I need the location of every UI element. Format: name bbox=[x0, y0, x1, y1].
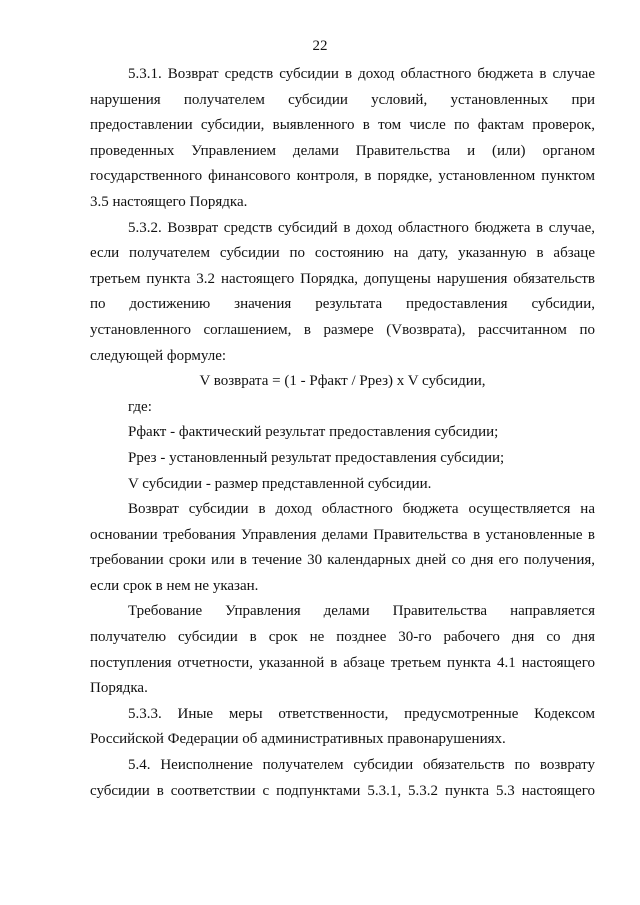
paragraph-5-3-3-line: 5.3.3. Иные меры ответственности, предусмотренные Кодексом bbox=[128, 705, 595, 722]
formula: V возврата = (1 - Pфакт / Pрез) x V субсидии, bbox=[199, 373, 486, 390]
paragraph-5-3-2-line: 5.3.2. Возврат средств субсидий в доход областного бюджета в случае, bbox=[128, 219, 595, 236]
formula-legend-item: Pрез - установленный результат предоставления субсидии; bbox=[128, 449, 505, 466]
page-body bbox=[90, 62, 595, 804]
paragraph-return-line: если срок в нем не указан. bbox=[90, 577, 259, 594]
paragraph-return-line: требовании сроки или в течение 30 календарных дней со дня его получения, bbox=[90, 552, 595, 569]
paragraph-5-3-1-line: нарушения получателем субсидии условий, установленных при bbox=[90, 91, 595, 108]
paragraph-requirement-line: Порядка. bbox=[90, 680, 148, 697]
paragraph-5-3-1-line: 5.3.1. Возврат средств субсидии в доход областного бюджета в случае bbox=[128, 66, 595, 82]
paragraph-requirement-line: получателю субсидии в срок не позднее 30-го рабочего дня со дня bbox=[90, 629, 595, 646]
formula-legend-item: V субсидии - размер представленной субсидии. bbox=[128, 475, 432, 492]
paragraph-return-line: Возврат субсидии в доход областного бюджета осуществляется на bbox=[128, 501, 595, 518]
paragraph-requirement-line: Требование Управления делами Правительства направляется bbox=[128, 603, 595, 620]
paragraph-5-3-1-line: проведенных Управлением делами Правительства и (или) органом bbox=[90, 142, 595, 159]
paragraph-return-line: основании требования Управления делами Правительства в установленные в bbox=[90, 526, 595, 543]
page-number: 22 bbox=[312, 38, 328, 54]
paragraph-5-4-line: субсидии в соответствии с подпунктами 5.3.1, 5.3.2 пункта 5.3 настоящего bbox=[90, 782, 595, 799]
formula-legend-item: Pфакт - фактический результат предоставления субсидии; bbox=[128, 424, 499, 441]
paragraph-5-3-2-line: следующей формуле: bbox=[90, 347, 227, 364]
paragraph-requirement-line: поступления отчетности, указанной в абзаце третьем пункта 4.1 настоящего bbox=[90, 654, 595, 671]
paragraph-5-3-1-line: предоставлении субсидии, выявленного в том числе по фактам проверок, bbox=[90, 117, 595, 134]
paragraph-5-3-3-line: Российской Федерации об административных правонарушениях. bbox=[90, 731, 506, 748]
paragraph-5-3-2-line: по достижению значения результата предоставления субсидии, bbox=[90, 296, 595, 313]
paragraph-5-3-2-line: третьем пункта 3.2 настоящего Порядка, допущены нарушения обязательств bbox=[90, 270, 595, 287]
formula-where: где: bbox=[128, 398, 152, 415]
paragraph-5-4-line: 5.4. Неисполнение получателем субсидии обязательств по возврату bbox=[128, 757, 595, 774]
paragraph-5-3-1-line: 3.5 настоящего Порядка. bbox=[90, 193, 248, 210]
paragraph-5-3-2-line: если получателем субсидии по состоянию на дату, указанную в абзаце bbox=[90, 245, 595, 262]
paragraph-5-3-2-line: установленного соглашением, в размере (Vвозврата), рассчитанном по bbox=[90, 321, 595, 338]
paragraph-5-3-1-line: государственного финансового контроля, в порядке, установленном пунктом bbox=[90, 168, 595, 185]
